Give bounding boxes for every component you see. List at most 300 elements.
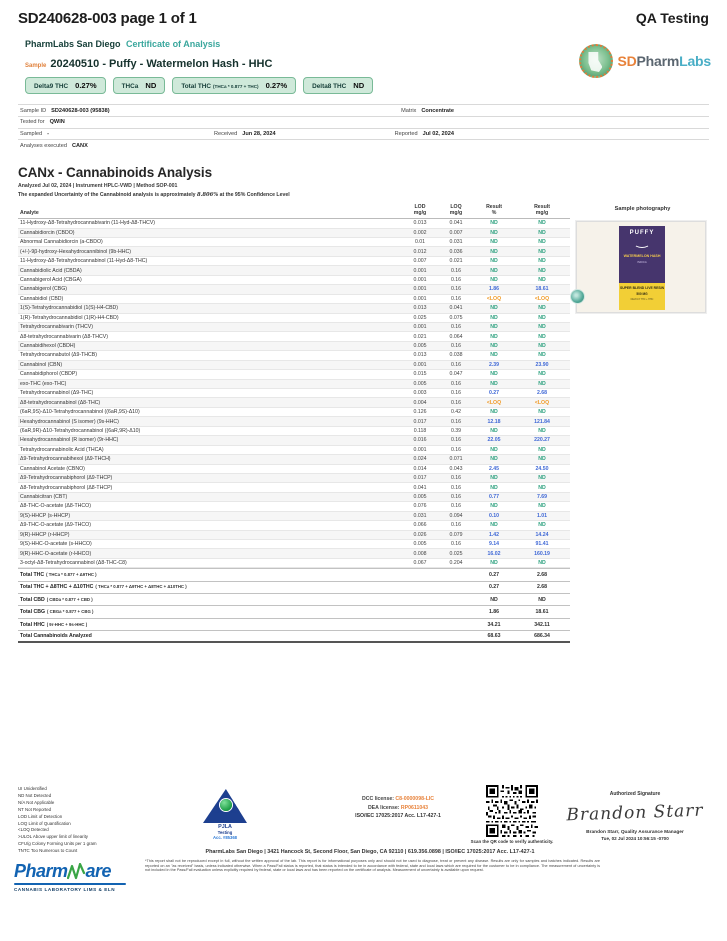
- legend-item: <LOQ Detected: [18, 827, 49, 833]
- analyte-name: Tetrahydrocannabinol (Δ9-THC): [20, 390, 94, 397]
- analyte-name: Cannabigerol Acid (CBGA): [20, 276, 82, 283]
- table-row: [18, 229, 570, 238]
- matrix-label: Matrix: [401, 107, 417, 114]
- analyte-name: 1(R)-Tetrahydrocannabidiol (1(R)-H4-CBD): [20, 314, 119, 321]
- pharmware-wordmark: [14, 861, 139, 882]
- col-loq-unit: mg/g: [449, 210, 463, 217]
- analyte-result-mg: 91.41: [535, 541, 549, 548]
- analyte-lod: 0.005: [413, 494, 427, 501]
- total-name: [18, 572, 402, 578]
- table-row: [18, 285, 570, 294]
- analyte-result-mg: ND: [538, 343, 546, 350]
- pharmware-part2: are: [85, 861, 112, 881]
- analyte-result-pct: 0.27: [488, 390, 500, 397]
- analyte-result-pct: 16.02: [487, 550, 501, 557]
- analyte-name: Abnormal Cannabidiorcin (a-CBDO): [20, 239, 103, 246]
- analyte-result-pct: ND: [490, 484, 498, 491]
- analyte-lod: 0.017: [413, 475, 427, 482]
- analyte-result-pct: ND: [490, 560, 498, 567]
- analyte-loq: 0.16: [450, 522, 462, 529]
- analyte-result-pct: 9.14: [488, 541, 500, 548]
- lab-address: PharmLabs San Diego | 3421 Hancock St, Second Floor, San Diego, CA 92110 | 619.356.0898 | ISO/IEC 17025:2017 Acc. L17-427-1: [205, 849, 535, 855]
- badge-thca: [113, 77, 166, 94]
- total-pct: 68.63: [487, 632, 501, 639]
- analyte-result-pct: ND: [490, 248, 498, 255]
- analyte-name: Cannabidiorcin (CBDO): [20, 229, 75, 236]
- analyte-result-pct: ND: [490, 324, 498, 331]
- analyte-result-mg: ND: [538, 484, 546, 491]
- total-pct: ND: [490, 596, 498, 603]
- legend-item: N/A Not Applicable: [18, 799, 55, 805]
- table-row: [18, 408, 570, 417]
- analyte-lod: 0.01: [414, 239, 426, 246]
- sampled-value: -: [47, 131, 49, 138]
- sdpharmlabs-logo: [579, 44, 711, 78]
- analyte-lod: 0.076: [413, 503, 427, 510]
- analyte-lod: 0.118: [413, 427, 427, 434]
- analyte-result-mg: 220.27: [534, 437, 550, 444]
- total-row: [18, 593, 570, 605]
- logo-pharm: Pharm: [636, 53, 680, 69]
- analyte-result-mg: ND: [538, 258, 546, 265]
- sampled-label: Sampled: [20, 131, 43, 138]
- analyte-result-mg: 24.50: [535, 465, 549, 472]
- total-formula: ( THCa * 0.877 + Δ9THC + Δ8THC + Δ10THC ): [95, 584, 187, 590]
- analyte-result-mg: <LOQ: [534, 295, 550, 302]
- table-row: [18, 436, 570, 445]
- analyte-loq: 0.041: [449, 305, 463, 312]
- table-row: [18, 389, 570, 398]
- signature-title: Authorized Signature: [609, 791, 661, 797]
- analyte-lod: 0.016: [413, 437, 427, 444]
- total-row: [18, 568, 570, 580]
- analyte-lod: 0.002: [413, 229, 427, 236]
- analyte-result-pct: ND: [490, 352, 498, 359]
- table-row: [18, 398, 570, 407]
- total-row: [18, 618, 570, 630]
- analyte-result-pct: ND: [490, 229, 498, 236]
- total-mg: ND: [538, 596, 546, 603]
- col-lod: [402, 204, 438, 216]
- qr-block: [452, 785, 572, 844]
- analyte-loq: 0.16: [450, 503, 462, 510]
- analyte-result-mg: ND: [538, 380, 546, 387]
- analyte-loq: 0.038: [449, 352, 463, 359]
- analyte-name: Δ8-tetrahydrocannabivarin (Δ8-THCV): [20, 333, 108, 340]
- analyte-result-pct: 0.10: [488, 512, 500, 519]
- analyte-result-pct: <LOQ: [486, 295, 502, 302]
- badge-label: Delta8 THC: [312, 83, 347, 90]
- analyte-loq: 0.007: [449, 229, 463, 236]
- dcc-license-value: C8-0000098-LIC: [395, 796, 435, 802]
- total-formula: ( 9r-HHC + 9s-HHC ): [46, 621, 88, 627]
- table-row: [18, 540, 570, 549]
- dea-license-value: RP0611043: [400, 804, 429, 811]
- col-loq-title: LOQ: [450, 204, 462, 211]
- analyte-lod: 0.041: [413, 484, 427, 491]
- analyte-lod: 0.001: [413, 295, 427, 302]
- analyte-name: 9(S)-HHCP (s-HHCP): [20, 512, 71, 519]
- total-label: Total CBD: [20, 596, 45, 603]
- pjla-accreditation: [196, 789, 254, 840]
- qa-testing-label: QA Testing: [635, 10, 709, 26]
- tested-for-value: QWIN: [49, 119, 65, 126]
- analyte-name: 3-octyl-Δ8-Tetrahydrocannabinol (Δ8-THC-C8): [20, 560, 127, 567]
- analyte-lod: 0.005: [413, 380, 427, 387]
- analyte-name: Δ9-THC-O-acetate (Δ9-THCO): [20, 522, 91, 529]
- table-row: [18, 238, 570, 247]
- analyte-result-pct: ND: [490, 343, 498, 350]
- analyte-loq: 0.16: [450, 418, 462, 425]
- total-label: Total THC + Δ8THC + Δ10THC: [20, 584, 94, 591]
- table-row: [18, 323, 570, 332]
- table-row: [18, 521, 570, 530]
- table-row: [18, 427, 570, 436]
- total-name: [18, 609, 402, 615]
- total-mg: 18.61: [535, 609, 549, 616]
- sample-label: Sample: [25, 63, 47, 69]
- table-row: [18, 493, 570, 502]
- pjla-logo-icon: [203, 789, 247, 823]
- table-row: [18, 314, 570, 323]
- analyte-lod: 0.031: [413, 512, 427, 519]
- analyte-lod: 0.026: [413, 531, 427, 538]
- analyte-result-pct: 1.42: [488, 531, 500, 538]
- sample-name: 20240510 - Puffy - Watermelon Hash - HHC: [50, 58, 273, 70]
- analyte-result-pct: ND: [490, 522, 498, 529]
- total-pct: 1.86: [488, 609, 500, 616]
- analyte-loq: 0.204: [449, 560, 463, 567]
- analyte-name: 9(S)-HHC-O-acetate (s-HHCO): [20, 541, 92, 548]
- disclaimer: *This report shall not be reproduced except in full, without the written approval of the lab. This report is for informational purposes only and should not be used to diagnose, treat or prevent any disease. Results are only for samples and batches indicated. Results are reported on an "as received" basis, unless indicated otherwise. When a Pass/Fail status is reported, that status is intended to be in accordance with federal, state and local laws which are required for the customer to be in compliance. The measurement of uncertainty is not included in the Pass/Fail evaluation unless explicitly required by federal, state or local laws and has been reported on the certificate of analysis. Measurement of uncertainty is available upon request.: [145, 859, 600, 873]
- matrix-value: Concentrate: [421, 107, 454, 114]
- table-row: [18, 512, 570, 521]
- total-mg: 686.34: [534, 632, 550, 639]
- analyte-name: Cannabidiol (CBD): [20, 295, 64, 302]
- product-box-image: [619, 226, 665, 310]
- analyses-value: CANX: [71, 142, 88, 149]
- signature-datetime: Tue, 02 Jul 2024 10:56:15 -0700: [601, 836, 669, 841]
- total-name: [18, 597, 402, 603]
- table-row: [18, 361, 570, 370]
- analyte-loq: 0.42: [450, 409, 462, 416]
- analyte-result-mg: 23.90: [535, 361, 549, 368]
- col-result-mg-title: Result: [534, 204, 550, 211]
- analyte-name: 9(R)-HHC-O-acetate (r-HHCO): [20, 550, 92, 557]
- analyte-lod: 0.007: [413, 258, 427, 265]
- page-header: [0, 0, 727, 27]
- analyte-result-pct: 12.18: [487, 418, 501, 425]
- pjla-atom-icon: [220, 799, 232, 811]
- analyte-result-mg: <LOQ: [534, 399, 550, 406]
- analyte-name: Δ8-THC-O-acetate (Δ8-THCO): [20, 503, 91, 510]
- col-result-pct: [474, 204, 514, 216]
- analyte-lod: 0.013: [413, 305, 427, 312]
- table-row: [18, 483, 570, 492]
- col-lod-title: LOD: [414, 204, 426, 211]
- analyte-lod: 0.001: [413, 267, 427, 274]
- total-mg: 342.11: [534, 621, 550, 628]
- table-row: [18, 295, 570, 304]
- section-meta: Analyzed Jul 02, 2024 | Instrument HPLC-VWD | Method SOP-001: [18, 183, 178, 190]
- badge-value: 0.27%: [265, 81, 288, 90]
- analyte-loq: 0.021: [449, 258, 463, 265]
- analyte-name: Cannabidiphorol (CBDP): [20, 371, 78, 378]
- total-mg: 2.68: [536, 584, 548, 591]
- analyte-lod: 0.001: [413, 286, 427, 293]
- legend-list: [18, 786, 97, 855]
- analyte-loq: 0.16: [450, 484, 462, 491]
- analyte-result-pct: ND: [490, 267, 498, 274]
- pharmware-underline: [14, 883, 126, 885]
- product-box-top: [619, 226, 665, 283]
- analyte-loq: 0.041: [449, 220, 463, 227]
- pjla-acc: [196, 835, 254, 840]
- pjla-acc-prefix: Acc.: [213, 835, 224, 840]
- analyte-name: (6aR,9R)-Δ10-Tetrahydrocannabinol ((6aR,9R)-Δ10): [20, 427, 141, 434]
- analyte-result-mg: ND: [538, 475, 546, 482]
- legend-item: LOQ Limit of Quantification: [18, 820, 71, 826]
- analyte-result-mg: ND: [538, 456, 546, 463]
- dea-license-label: DEA license:: [367, 804, 400, 811]
- analyte-result-pct: ND: [490, 333, 498, 340]
- analyte-loq: 0.16: [450, 361, 462, 368]
- analyte-loq: 0.16: [450, 437, 462, 444]
- table-row: [18, 531, 570, 540]
- signature-handwriting: Brandon Starr: [566, 800, 704, 826]
- lab-watermark-icon: [570, 289, 585, 304]
- legend-item: LOD Limit of Detection: [18, 813, 63, 819]
- sample-info: [18, 104, 709, 151]
- dcc-license-label: DCC license:: [361, 796, 394, 802]
- analyte-lod: 0.001: [413, 446, 427, 453]
- analyte-loq: 0.16: [450, 446, 462, 453]
- analyte-result-mg: ND: [538, 324, 546, 331]
- analyte-result-mg: ND: [538, 352, 546, 359]
- analyte-name: Δ8-Tetrahydrocannabiphorol (Δ8-THCP): [20, 484, 113, 491]
- uncertainty-note: [18, 192, 727, 198]
- analyte-result-pct: ND: [490, 446, 498, 453]
- received-label: Received: [213, 131, 238, 138]
- table-row: [18, 219, 570, 228]
- received-value: Jun 28, 2024: [242, 131, 276, 138]
- product-subtext: DELTA 8 THC + HHC: [630, 298, 654, 302]
- analyte-table-header: [18, 204, 570, 219]
- pjla-sub: Testing: [217, 830, 233, 835]
- legend-item: UI Unidentified: [18, 786, 47, 791]
- analyte-result-mg: ND: [538, 229, 546, 236]
- table-row: [18, 446, 570, 455]
- analyte-result-pct: <LOQ: [486, 399, 502, 406]
- analyte-lod: 0.001: [413, 276, 427, 283]
- analyte-name: Hexahydrocannabinol (S isomer) (9s-HHC): [20, 418, 119, 425]
- analyte-result-mg: ND: [538, 427, 546, 434]
- analyte-name: Cannabicitran (CBT): [20, 494, 68, 501]
- analyte-result-mg: ND: [538, 267, 546, 274]
- analyte-lod: 0.001: [413, 324, 427, 331]
- sample-id-value: SD240628-003 (95838): [51, 107, 110, 114]
- analyte-table: [18, 204, 570, 643]
- uncertainty-value: 8.806%: [197, 192, 219, 199]
- analyte-loq: 0.043: [449, 465, 463, 472]
- analyte-result-mg: 7.69: [536, 494, 548, 501]
- info-row-tested-for: [18, 116, 709, 128]
- analyte-lod: 0.017: [413, 418, 427, 425]
- analyte-name: 9(R)-HHCP (r-HHCP): [20, 531, 70, 538]
- product-blend: SUPER BLEND LIVE RESIN: [619, 286, 665, 291]
- analyte-lod: 0.014: [413, 465, 427, 472]
- analyte-result-pct: ND: [490, 427, 498, 434]
- col-lod-unit: mg/g: [413, 210, 427, 217]
- analyte-name: Tetrahydrocannabivarin (THCV): [20, 324, 93, 331]
- col-analyte: Analyte: [20, 210, 39, 217]
- analyte-result-mg: ND: [538, 371, 546, 378]
- analyte-result-mg: ND: [538, 409, 546, 416]
- pharmware-wave-icon: [67, 863, 87, 880]
- badge-label: THCa: [121, 83, 139, 90]
- total-pct: 0.27: [488, 572, 500, 578]
- sdpharmlabs-emblem-icon: [579, 44, 613, 78]
- analyte-loq: 0.16: [450, 295, 462, 302]
- analyte-rows: [18, 219, 570, 568]
- analyte-result-pct: 2.39: [488, 361, 500, 368]
- product-box-bottom: [619, 283, 665, 310]
- badge-total-thc: [172, 77, 296, 94]
- total-label: Total CBG: [20, 609, 45, 616]
- analyte-result-mg: 14.24: [535, 531, 549, 538]
- product-strain: INDICA: [637, 259, 647, 264]
- analyte-result-mg: 1.01: [536, 512, 548, 519]
- analyte-name: 11-Hydroxy-Δ8-Tetrahydrocannabivarin (11-Hyd-Δ8-THCV): [20, 220, 156, 227]
- analyte-loq: 0.071: [449, 456, 463, 463]
- analyte-name: 1(S)-Tetrahydrocannabidiol (1(S)-H4-CBD): [20, 305, 119, 312]
- col-result-pct-title: Result: [486, 204, 502, 211]
- product-flavor: WATERMELON HASH: [623, 254, 661, 259]
- analyte-result-mg: 18.61: [535, 286, 549, 293]
- analyte-loq: 0.16: [450, 494, 462, 501]
- total-pct: 34.21: [487, 621, 501, 628]
- smile-graphic-icon: [634, 239, 650, 248]
- info-row-analyses: [18, 140, 709, 151]
- analyte-loq: 0.16: [450, 343, 462, 350]
- analyte-loq: 0.079: [449, 531, 463, 538]
- analyte-name: Cannabidihexol (CBDH): [20, 343, 76, 350]
- analyte-name: Hexahydrocannabinol (R isomer) (9r-HHC): [20, 437, 119, 444]
- analyte-lod: 0.004: [413, 399, 427, 406]
- analyte-loq: 0.16: [450, 399, 462, 406]
- table-row: [18, 455, 570, 464]
- uncertainty-prefix: The expanded Uncertainty of the Cannabinoid analysis is approximately: [18, 192, 198, 199]
- analyte-result-pct: ND: [490, 475, 498, 482]
- product-brand: PUFFY: [629, 230, 655, 237]
- col-result-mg-unit: mg/g: [535, 210, 549, 217]
- analyte-lod: 0.013: [413, 352, 427, 359]
- page-footer: [0, 783, 727, 941]
- analyte-result-mg: ND: [538, 314, 546, 321]
- analyte-lod: 0.126: [413, 409, 427, 416]
- analyte-result-pct: ND: [490, 380, 498, 387]
- logo-sd: SD: [617, 53, 637, 69]
- badge-label: Total THC: [181, 83, 212, 90]
- pharmware-part1: Pharm: [14, 861, 68, 881]
- analyte-name: Cannabidiolic Acid (CBDA): [20, 267, 82, 274]
- analyte-loq: 0.031: [449, 239, 463, 246]
- lab-name: PharmLabs San Diego: [25, 39, 121, 49]
- analysis-body: [18, 204, 709, 643]
- analyte-name: Cannabigerol (CBG): [20, 286, 67, 293]
- analyte-name: (+/-)-9β-hydroxy-Hexahydrocannibinol (9b-HHC): [20, 248, 131, 255]
- analyte-result-pct: ND: [490, 258, 498, 265]
- signer-name: Brandon Starr, Quality Assurance Manager: [586, 830, 684, 835]
- analyte-result-pct: ND: [490, 239, 498, 246]
- legend-item: CFU/g Colony Forming Units per 1 gram: [18, 841, 97, 847]
- table-row: [18, 342, 570, 351]
- analyte-lod: 0.008: [413, 550, 427, 557]
- analyte-name: Tetrahydrocannabutol (Δ9-THCB): [20, 352, 97, 359]
- badge-label: Delta9 THC: [34, 83, 69, 90]
- table-row: [18, 266, 570, 275]
- analyte-result-pct: 2.45: [488, 465, 500, 472]
- analyte-lod: 0.003: [413, 390, 427, 397]
- pharmware-logo: [14, 861, 139, 892]
- analyte-loq: 0.16: [450, 324, 462, 331]
- product-dose: 500 MG: [636, 292, 648, 297]
- pjla-name: PJLA: [218, 824, 232, 830]
- badge-delta8-thc: [303, 77, 373, 94]
- total-rows: [18, 568, 570, 642]
- info-row-dates: [18, 128, 709, 141]
- table-row: [18, 474, 570, 483]
- table-row: [18, 380, 570, 389]
- analyte-result-mg: ND: [538, 560, 546, 567]
- signature-block: [555, 791, 715, 841]
- total-name: [18, 584, 402, 590]
- badge-value: 0.27%: [75, 81, 97, 90]
- analyte-result-mg: ND: [538, 522, 546, 529]
- analyte-name: Cannabinol Acetate (CBNO): [20, 465, 85, 472]
- tested-for-label: Tested for: [20, 119, 45, 126]
- table-row: [18, 559, 570, 568]
- info-row-sample-id: [18, 104, 709, 116]
- total-row: [18, 581, 570, 593]
- analyte-result-pct: ND: [490, 276, 498, 283]
- analyte-loq: 0.16: [450, 286, 462, 293]
- total-row: [18, 605, 570, 617]
- analyses-label: Analyses executed: [20, 142, 67, 149]
- pharmware-tagline: CANNABIS LABORATORY LIMS & ELN: [14, 886, 116, 892]
- analyte-lod: 0.024: [413, 456, 427, 463]
- total-formula: ( CBGa * 0.877 + CBG ): [46, 609, 94, 615]
- legend-item: ND Not Detected: [18, 792, 52, 798]
- analyte-name: Δ8-tetrahydrocannabinol (Δ8-THC): [20, 399, 101, 406]
- table-row: [18, 370, 570, 379]
- total-formula: ( CBDa * 0.877 + CBD ): [46, 596, 93, 602]
- reported-label: Reported: [394, 131, 418, 138]
- analyte-result-pct: ND: [490, 371, 498, 378]
- analyte-lod: 0.005: [413, 343, 427, 350]
- total-pct: 0.27: [488, 584, 500, 591]
- analyte-loq: 0.16: [450, 541, 462, 548]
- analyte-result-pct: 1.86: [488, 286, 500, 293]
- total-name: [18, 622, 402, 628]
- analyte-lod: 0.001: [413, 361, 427, 368]
- analyte-result-pct: 0.77: [488, 494, 500, 501]
- analyte-loq: 0.16: [450, 267, 462, 274]
- reported-value: Jul 02, 2024: [422, 131, 454, 138]
- sample-id-label: Sample ID: [20, 107, 47, 114]
- sample-photo: [576, 221, 706, 313]
- badge-value: ND: [353, 81, 365, 90]
